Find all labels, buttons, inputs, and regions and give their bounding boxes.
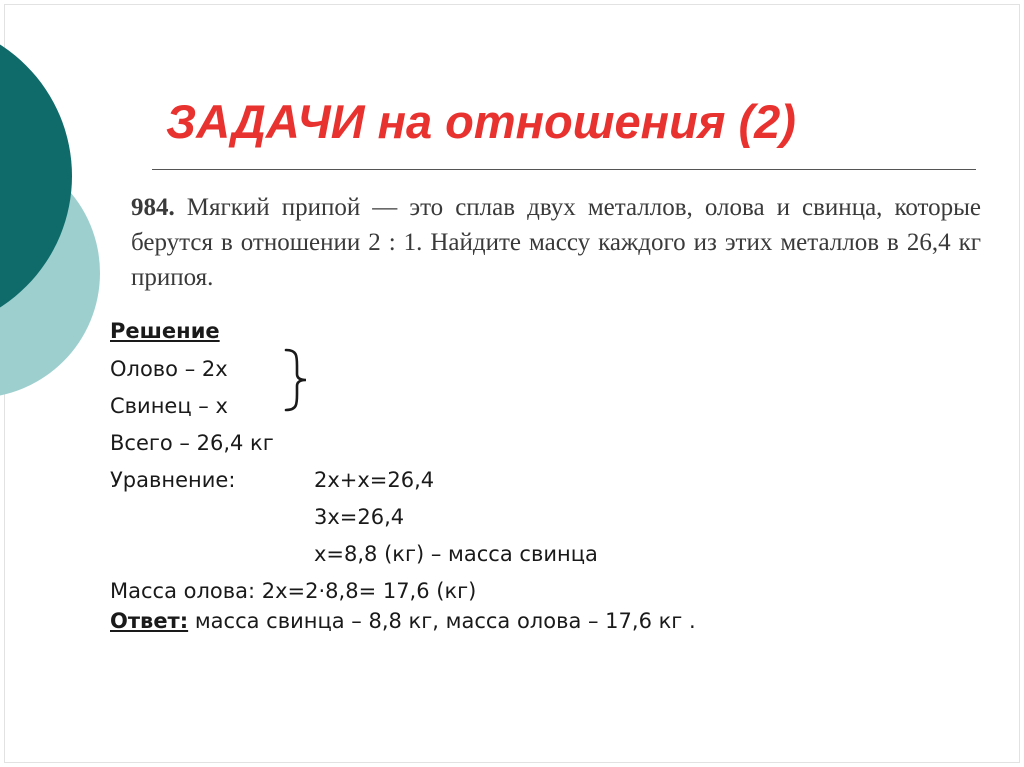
tin-variable-line: Олово – 2х xyxy=(110,357,228,381)
tin-mass-line xyxy=(110,576,476,606)
tin-mass-calculation: 2х=2·8,8= 17,6 (кг) xyxy=(261,579,477,603)
problem-statement xyxy=(131,190,981,295)
equation-step: х=8,8 (кг) – масса свинца xyxy=(314,542,598,566)
answer-line xyxy=(110,606,696,636)
answer-text: масса свинца – 8,8 кг, масса олова – 17,6 кг . xyxy=(194,609,696,633)
lead-variable-line: Свинец – х xyxy=(110,394,228,418)
equation-step: 3х=26,4 xyxy=(314,505,405,529)
problem-text: Мягкий припой — это сплав двух металлов, олова и свинца, которые берутся в отношении 2 : 1. Найдите массу каждого из этих металлов в 26,4 кг припоя. xyxy=(131,194,981,291)
tin-mass-label: Масса олова: xyxy=(110,579,256,603)
curly-brace-icon xyxy=(282,346,312,414)
equation-label: Уравнение: xyxy=(110,468,236,492)
answer-label: Ответ: xyxy=(110,609,189,633)
title-divider xyxy=(152,169,976,170)
slide-title: ЗАДАЧИ на отношения (2) xyxy=(166,95,796,148)
total-mass-line: Всего – 26,4 кг xyxy=(110,431,274,455)
solution-heading: Решение xyxy=(110,319,220,343)
equation-step: 2х+х=26,4 xyxy=(314,468,435,492)
problem-number: 984. xyxy=(131,194,175,221)
